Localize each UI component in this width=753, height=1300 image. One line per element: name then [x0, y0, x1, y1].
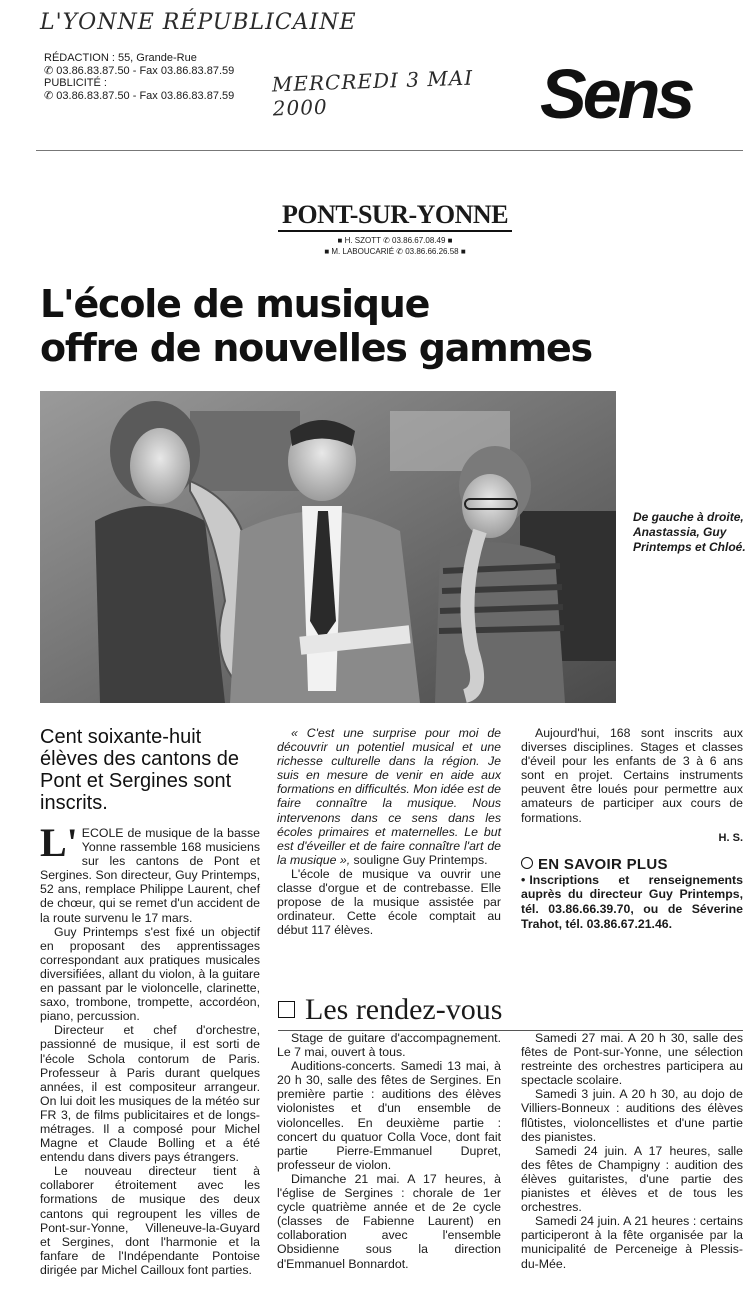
article-paragraph-3: Directeur et chef d'orchestre, passionné de musique, il est sorti de l'école Schola contorum de Paris. Professeur à Paris durant quelques années, il est compositeur arrangeur. On lui doit les musiques de la météo sur FR 3, de films publicitaires et de longs-métrages. Il a composé pour Michel Magne et Claude Bolling et a été entendu dans divers pays étrangers.	[40, 1023, 260, 1165]
article-standfirst: Cent soixante-huit élèves des cantons de Pont et Sergines sont inscrits.	[40, 726, 240, 814]
article-photo	[40, 391, 616, 703]
author-signature: H. S.	[718, 831, 743, 844]
events-heading	[278, 990, 748, 1030]
photo-illustration	[40, 391, 616, 703]
event-item: Auditions-concerts. Samedi 13 mai, à 20 h 30, salle des fêtes de Sergines. En première partie : auditions des élèves violonistes et d'un ensemble de violoncelles. En deuxième partie : concert du quatuor Colla Voce, dont fait partie Pierre-Emmanuel Dupret, professeur de violon.	[277, 1059, 501, 1172]
city-logo	[540, 55, 740, 133]
section-title: PONT-SUR-YONNE	[278, 200, 512, 232]
events-column-2	[521, 1031, 743, 1271]
headline-line-1: L'école de musique	[40, 282, 430, 326]
article-paragraph-1	[40, 820, 260, 925]
contact-block	[44, 52, 274, 102]
article-paragraph-6: L'école de musique va ouvrir une classe d'orgue et de contrebasse. Elle propose de la musique assistée par ordinateur. Cette école comptait au début 117 élèves.	[277, 866, 501, 938]
publicite-label: PUBLICITÉ :	[44, 77, 107, 90]
handwritten-date: MERCREDI 3 MAI 2000	[271, 65, 474, 121]
section-header	[265, 200, 525, 257]
bullet-icon: •	[521, 872, 526, 887]
city-logo-text: Sens	[540, 55, 692, 133]
events-column-1	[277, 1031, 501, 1271]
article-headline	[40, 282, 680, 370]
article-paragraph-2: Guy Printemps s'est fixé un objectif en proposant des apprentissages correspondant aux pratiques musicales diversifiées, allant du violon, à la guitare en passant par le violoncelle, clarinette, saxo, trombone, trompette, accordéon, piano, percussion.	[40, 924, 260, 1024]
article-paragraph-4: Le nouveau directeur tient à collaborer étroitement avec les formations de musique des deux cantons qui regroupent les villes de Pont-sur-Yonne, Villeneuve-la-Guyard et Sergines, dont l'harmonie et la fanfare de l'Indépendante Pontoise dirigée par Michel Cailloux font parties.	[40, 1164, 260, 1277]
quote-text: « C'est une surprise pour moi de découvrir un potentiel musical et une richesse culturelle dans la région. Je suis en mesure de venir en aide aux formations en difficultés. Mon idée est de faire connaître la musique. Nous intervenons dans ce sens dans les écoles primaires et maternelles. Le but est d'éveiller et de faire connaître l'art de la musique »,	[277, 726, 501, 867]
article-column-3	[521, 726, 743, 931]
more-info-text: Inscriptions et renseignements auprès du directeur Guy Printemps, tél. 03.86.66.39.70, ou de Séverine Trahot, tél. 03.86.67.21.46.	[521, 872, 743, 931]
event-item: Stage de guitare d'accompagnement. Le 7 mai, ouvert à tous.	[277, 1031, 501, 1060]
newspaper-name-handwritten: L'YONNE RÉPUBLICAINE	[40, 10, 357, 35]
events-heading-text: Les rendez-vous	[305, 993, 503, 1026]
more-info-heading	[521, 857, 743, 872]
event-item: Samedi 3 juin. A 20 h 30, au dojo de Villiers-Bonneux : auditions des élèves flûtistes, violoncellistes et d'une partie des pianistes.	[521, 1087, 743, 1144]
event-item: Dimanche 21 mai. A 17 heures, à l'église de Sergines : chorale de 1er cycle quatrième année et de 2e cycle (classes de Fabienne Laurent) en collaboration avec l'ensemble Obsidienne sous la direction d'Emmanuel Bonnardot.	[277, 1171, 501, 1271]
publicite-phone: ✆ 03.86.83.87.50 - Fax 03.86.83.87.59	[44, 89, 235, 102]
event-item: Samedi 24 juin. A 17 heures, salle des fêtes de Champigny : audition des élèves guitaristes, d'une partie des pianistes et élèves et de tous les orchestres.	[521, 1143, 743, 1215]
paragraph-1-text: ECOLE de musique de la basse Yonne rassemble 168 musiciens sur les cantons de Pont et Sergines. Son directeur, Guy Printemps, 52 ans, remplace Philippe Laurent, chef de chœur, qui se remet d'un accident de la route survenu le 17 mars.	[40, 826, 260, 925]
circle-bullet-icon	[521, 857, 533, 869]
more-info-body	[521, 873, 743, 931]
article-column-2	[277, 726, 501, 937]
more-info-heading-text: EN SAVOIR PLUS	[538, 855, 668, 873]
redaction-address: RÉDACTION : 55, Grande-Rue	[44, 52, 197, 64]
article-paragraph-5	[277, 726, 501, 867]
headline-line-2: offre de nouvelles gammes	[40, 326, 592, 370]
section-contacts	[265, 235, 525, 257]
article-paragraph-7: Aujourd'hui, 168 sont inscrits aux diverses disciplines. Stages et classes d'éveil pour les enfants de 3 à 6 ans sont en projet. Certains instruments peuvent être loués pour permettre aux amateurs de participer aux cours de formations.	[521, 726, 743, 825]
drop-cap: L'	[40, 820, 78, 865]
header-divider	[36, 150, 743, 151]
event-item: Samedi 24 juin. A 21 heures : certains participeront à la fête organisée par la municipalité de Perceneige à Plessis-du-Mée.	[521, 1214, 743, 1271]
article-column-1	[40, 726, 260, 1277]
square-bullet-icon	[278, 1001, 295, 1018]
event-item: Samedi 27 mai. A 20 h 30, salle des fêtes de Pont-sur-Yonne, une sélection restreinte des orchestres participera au spectacle scolaire.	[521, 1031, 743, 1088]
contact-szott: ■ H. SZOTT ✆ 03.86.67.08.49 ■	[337, 236, 453, 245]
redaction-phone: ✆ 03.86.83.87.50 - Fax 03.86.83.87.59	[44, 64, 235, 77]
contact-laboucarie: ■ M. LABOUCARIÉ ✆ 03.86.66.26.58 ■	[324, 247, 466, 256]
photo-caption: De gauche à droite, Anastassia, Guy Printemps et Chloé.	[633, 510, 746, 554]
quote-attribution: souligne Guy Printemps.	[350, 852, 488, 867]
